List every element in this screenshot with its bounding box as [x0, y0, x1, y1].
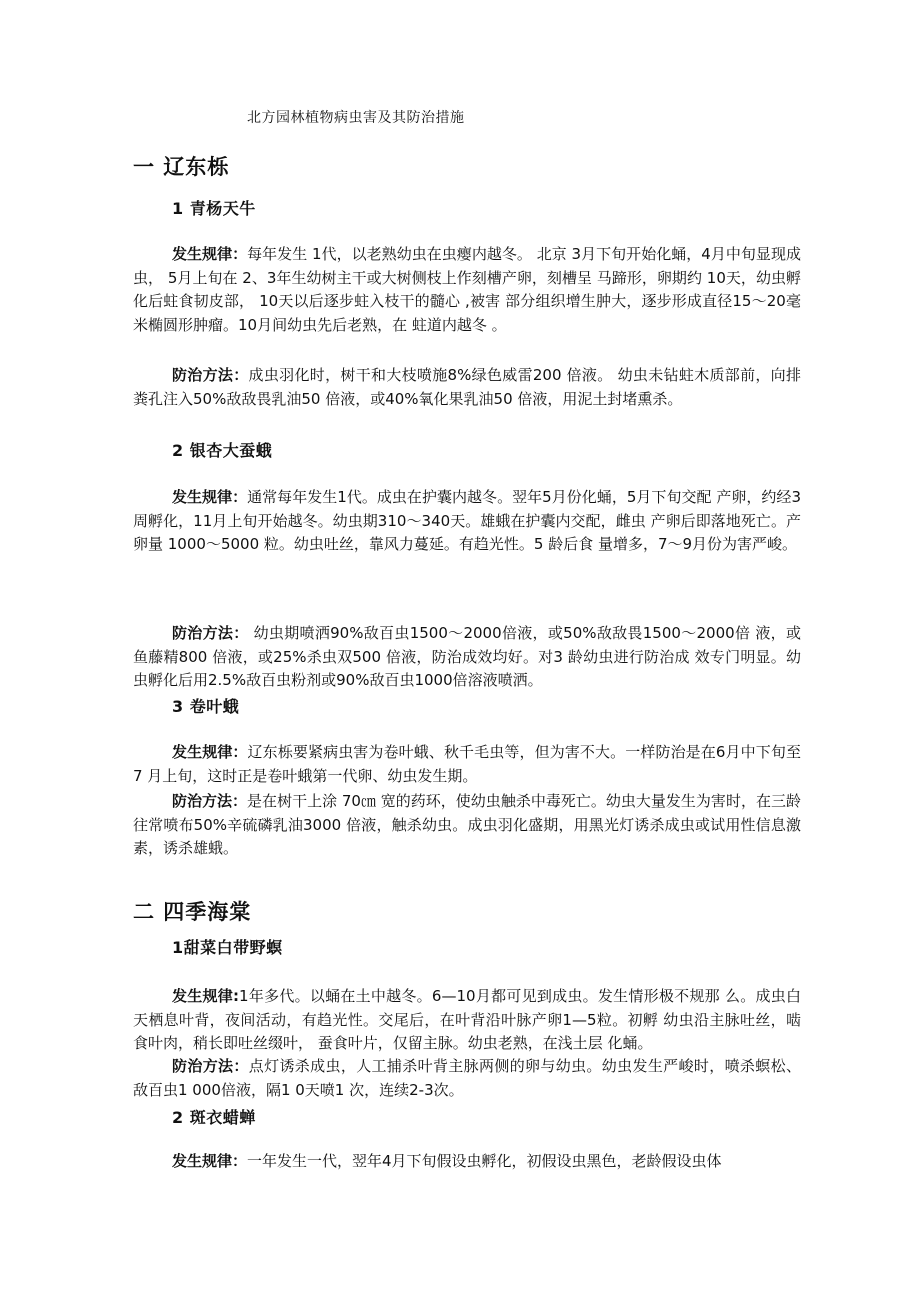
- document-title: 北方园林植物病虫害及其防治措施: [247, 110, 465, 126]
- control-label: 防治方法：: [172, 366, 249, 384]
- occurrence-paragraph-1-1: [133, 243, 801, 337]
- pest-heading-1-1: 1 青杨天牛: [172, 199, 256, 218]
- occurrence-text: 辽东栎要紧病虫害为卷叶蛾、秋千毛虫等，但为害不大。一样防治是在6月中下旬至 7 月上旬，这时正是卷叶蛾第一代卵、幼虫发生期。: [133, 743, 801, 785]
- control-text: 点灯诱杀成虫，人工捕杀叶背主脉两侧的卵与幼虫。幼虫发生严峻时，喷杀螟松、敌百虫1 000倍液，隔1 0天喷1 次，连续2-3次。: [133, 1057, 801, 1099]
- occurrence-text: 1年多代。以蛹在土中越冬。6—10月都可见到成虫。发生情形极不规那 么。成虫白天栖息叶背，夜间活动，有趋光性。交尾后，在叶背沿叶脉产卵1—5粒。初孵 幼虫沿主脉吐丝，啮食叶肉，稍长即吐丝缀叶， 蚕食叶片，仅留主脉。幼虫老熟，在浅土层 化蛹。: [133, 987, 801, 1052]
- control-label: 防治方法：: [172, 624, 249, 642]
- occurrence-label: 发生规律：: [172, 488, 248, 506]
- control-text: 成虫羽化时，树干和大枝喷施8%绿色威雷200 倍液。 幼虫未钻蛀木质部前，向排粪孔注入50%敌敌畏乳油50 倍液，或40%氧化果乳油50 倍液，用泥土封堵熏杀。: [133, 366, 801, 408]
- control-text: 是在树干上涂 70㎝ 宽的药环，使幼虫触杀中毒死亡。幼虫大量发生为害时，在三龄往常喷布50%辛硫磷乳油3000 倍液，触杀幼虫。成虫羽化盛期，用黑光灯诱杀成虫或试用性信息激素，诱杀雄蛾。: [133, 792, 801, 857]
- occurrence-paragraph-2-1: [133, 985, 801, 1056]
- occurrence-label: 发生规律：: [172, 245, 248, 263]
- occurrence-paragraph-2-2: [133, 1150, 801, 1174]
- occurrence-label: 发生规律:: [172, 987, 240, 1005]
- control-paragraph-2-1: [133, 1055, 801, 1102]
- pest-heading-1-3: 3 卷叶蛾: [172, 697, 240, 716]
- occurrence-text: 每年发生 1代，以老熟幼虫在虫瘿内越冬。 北京 3月下旬开始化蛹，4月中旬显现成虫， 5月上旬在 2、3年生幼树主干或大树侧枝上作刻槽产卵，刻槽呈 马蹄形，卵期约 10天，幼虫孵化后蛀食韧皮部， 10天以后逐步蛀入枝干的髓心 ,被害 部分组织增生肿大，逐步形成直径15～20毫米椭圆形肿瘤。10月间幼虫先后老熟，在 蛀道内越冬 。: [133, 245, 801, 334]
- occurrence-text: 通常每年发生1代。成虫在护囊内越冬。翌年5月份化蛹，5月下旬交配 产卵，约经3周孵化，11月上旬开始越冬。幼虫期310～340天。雄蛾在护囊内交配，雌虫 产卵后即落地死亡。产卵量 1000～5000 粒。幼虫吐丝，靠风力蔓延。有趋光性。5 龄后食 量增多，7～9月份为害严峻。: [133, 488, 801, 553]
- control-paragraph-1-3: [133, 790, 801, 861]
- control-label: 防治方法：: [172, 1057, 249, 1075]
- pest-heading-2-2: 2 斑衣蜡蝉: [172, 1108, 256, 1127]
- occurrence-text: 一年发生一代，翌年4月下旬假设虫孵化，初假设虫黑色，老龄假设虫体: [247, 1152, 722, 1170]
- pest-heading-2-1: 1甜菜白带野螟: [172, 938, 283, 957]
- occurrence-paragraph-1-3: [133, 741, 801, 788]
- section-heading-2: 二 四季海棠: [133, 900, 252, 924]
- control-label: 防治方法：: [172, 792, 248, 810]
- control-paragraph-1-2: [133, 622, 801, 693]
- pest-heading-1-2: 2 银杏大蚕蛾: [172, 441, 273, 460]
- occurrence-label: 发生规律：: [172, 1152, 248, 1170]
- section-heading-1: 一 辽东栎: [133, 155, 230, 179]
- occurrence-paragraph-1-2: [133, 486, 801, 557]
- control-text: 幼虫期喷洒90%敌百虫1500～2000倍液，或50%敌敌畏1500～2000倍 液，或鱼藤精800 倍液，或25%杀虫双500 倍液，防治成效均好。对3 龄幼虫进行防治成 效专门明显。幼虫孵化后用2.5%敌百虫粉剂或90%敌百虫1000倍溶液喷洒。: [133, 624, 801, 689]
- control-paragraph-1-1: [133, 364, 801, 411]
- occurrence-label: 发生规律：: [172, 743, 248, 761]
